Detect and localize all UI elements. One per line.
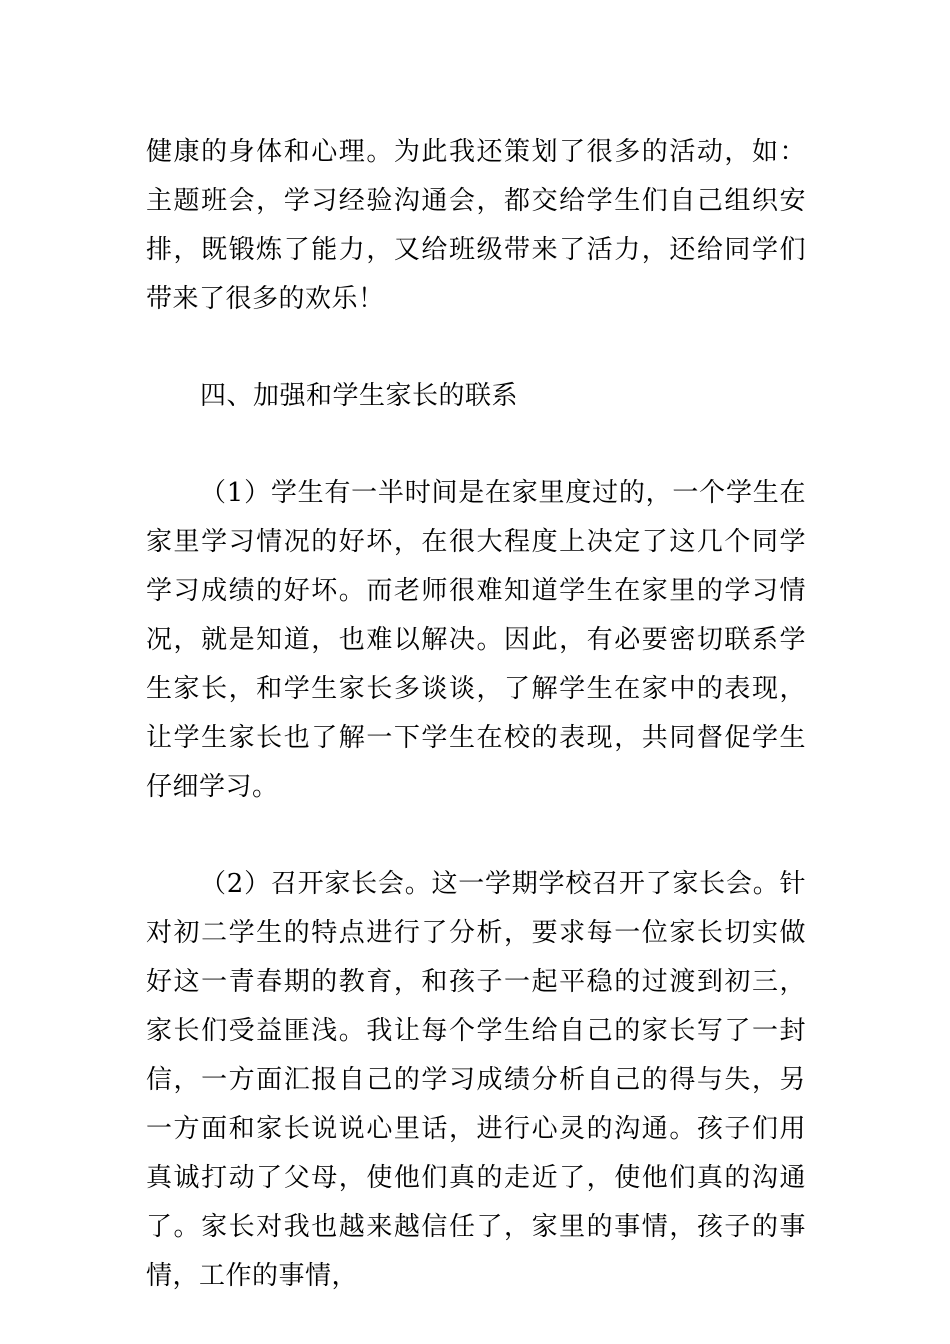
document-body xyxy=(146,128,806,1301)
paragraph-continued: 健康的身体和心理。为此我还策划了很多的活动，如：主题班会，学习经验沟通会，都交给学生们自己组织安排，既锻炼了能力，又给班级带来了活力，还给同学们带来了很多的欢乐！ xyxy=(146,137,806,314)
section-heading: 四、加强和学生家长的联系 xyxy=(200,381,519,411)
paragraph-parent-contact: （1）学生有一半时间是在家里度过的，一个学生在家里学习情况的好坏，在很大程度上决定了这几个同学学习成绩的好坏。而老师很难知道学生在家里的学习情况，就是知道，也难以解决。因此，有必要密切联系学生家长，和学生家长多谈谈，了解学生在家中的表现，让学生家长也了解一下学生在校的表现，共同督促学生仔细学习。 xyxy=(146,478,806,802)
paragraph-parent-meeting: （2）召开家长会。这一学期学校召开了家长会。针对初二学生的特点进行了分析，要求每一位家长切实做好这一青春期的教育，和孩子一起平稳的过渡到初三，家长们受益匪浅。我让每个学生给自己的家长写了一封信，一方面汇报自己的学习成绩分析自己的得与失，另一方面和家长说说心里话，进行心灵的沟通。孩子们用真诚打动了父母，使他们真的走近了，使他们真的沟通了。家长对我也越来越信任了，家里的事情，孩子的事情，工作的事情， xyxy=(146,869,806,1291)
